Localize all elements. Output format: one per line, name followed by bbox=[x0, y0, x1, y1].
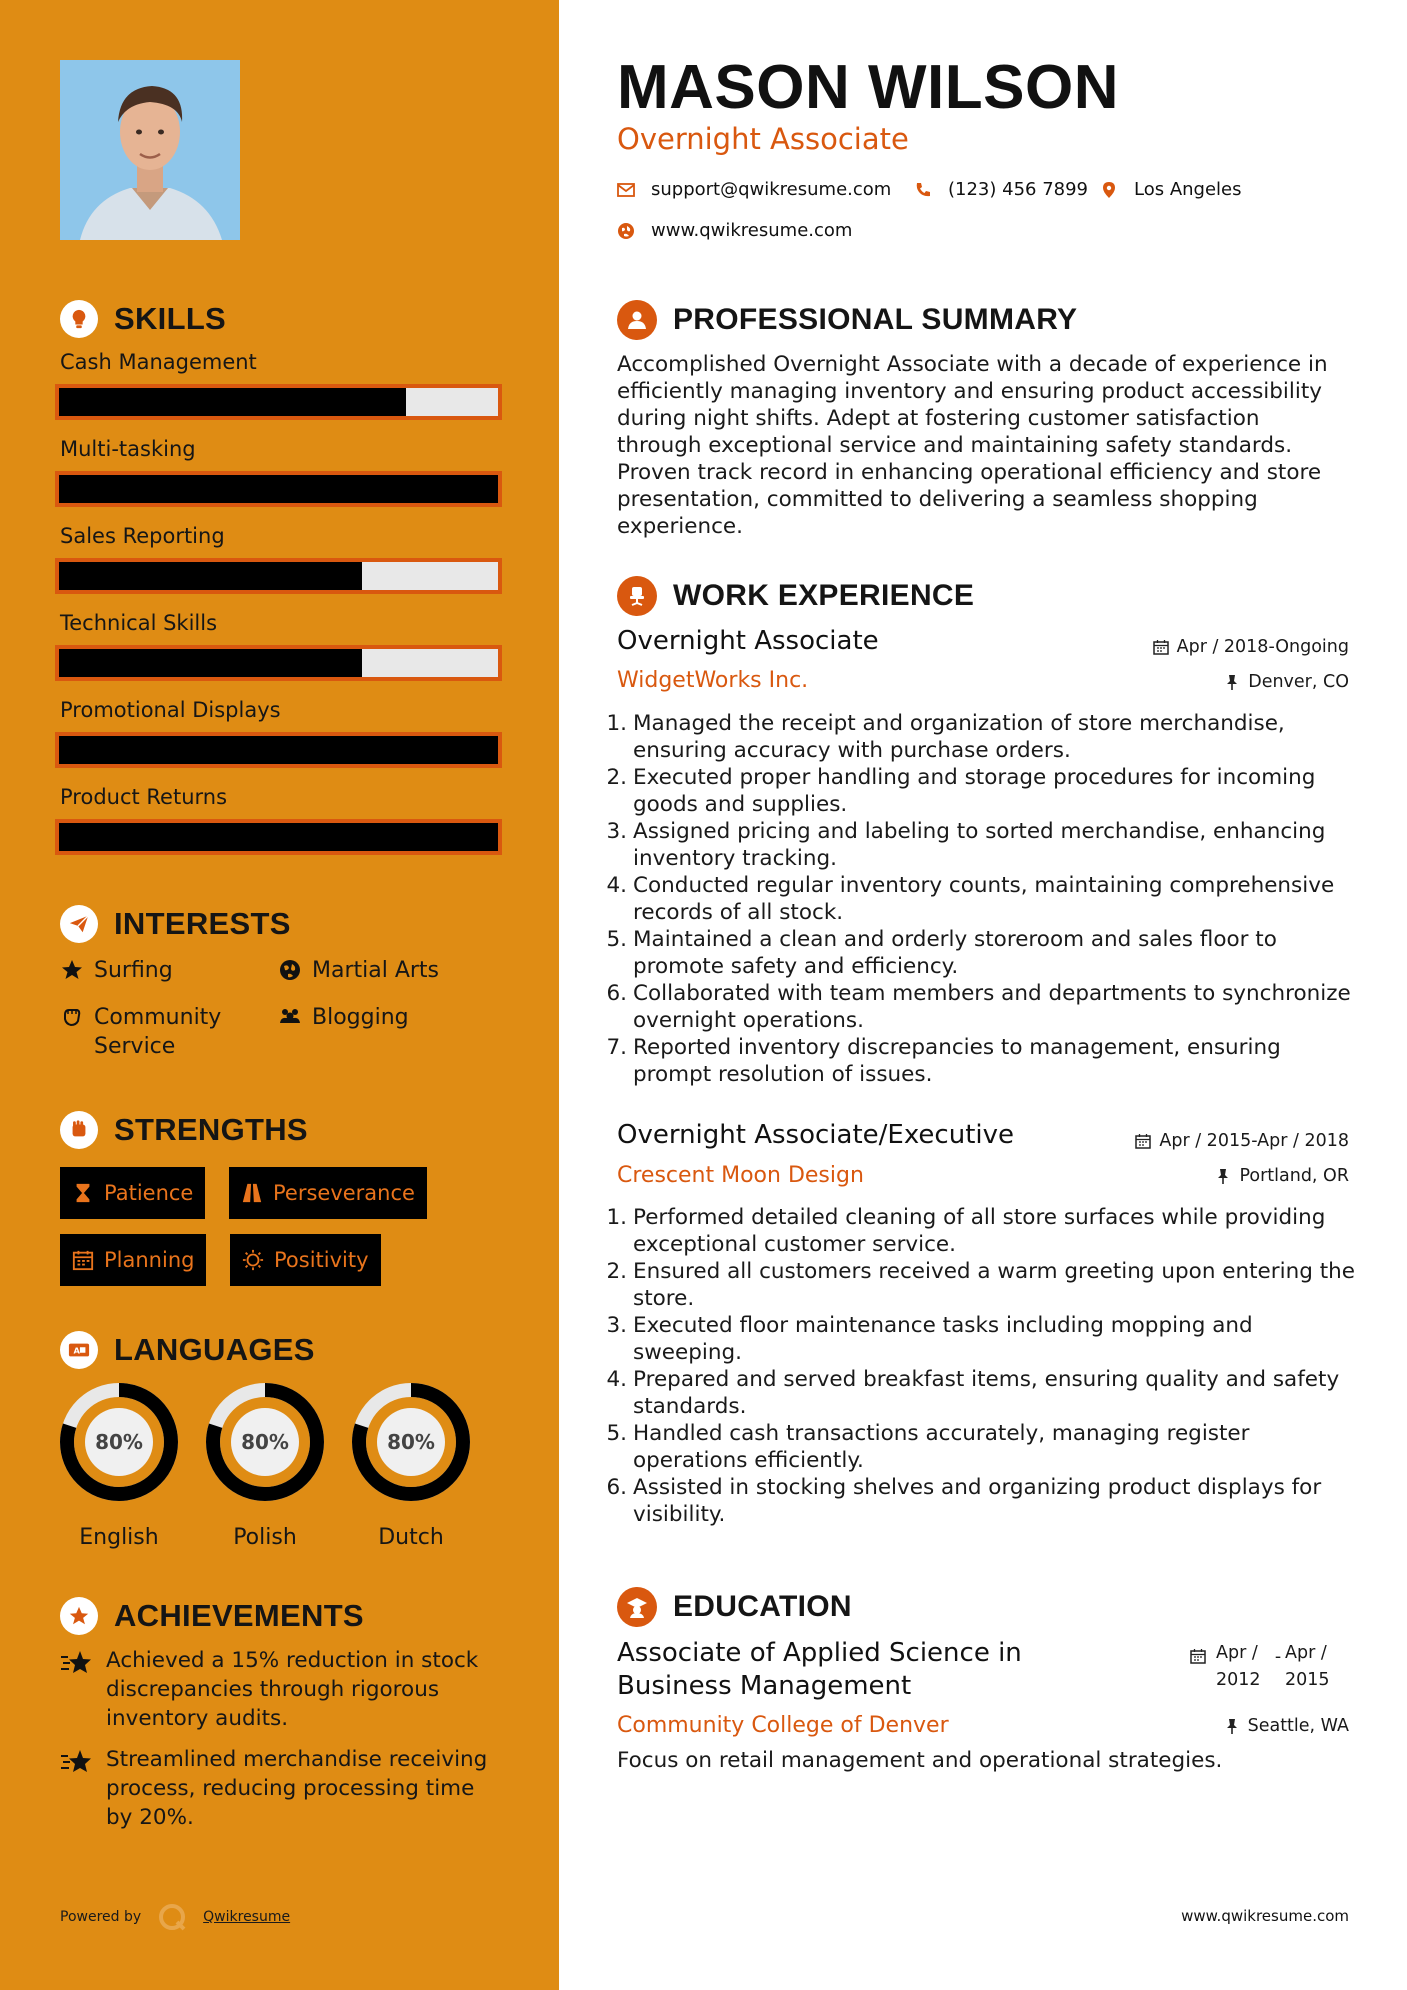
duty-item: 1. Performed detailed cleaning of all store surfaces while providing exceptional customer service. bbox=[617, 1204, 1357, 1258]
language-percent: 80% bbox=[241, 1430, 289, 1454]
phone-text: (123) 456 7899 bbox=[948, 179, 1089, 200]
candidate-title: Overnight Associate bbox=[617, 122, 909, 156]
skills-title: SKILLS bbox=[114, 301, 227, 336]
skill-bar bbox=[55, 558, 502, 594]
calendar-icon bbox=[1135, 1133, 1151, 1149]
skill-bar bbox=[55, 384, 502, 420]
skills-heading bbox=[60, 300, 226, 338]
star-badge-icon bbox=[60, 1597, 98, 1635]
language-icon bbox=[60, 1331, 98, 1369]
achievement-text: Streamlined merchandise receiving process, reducing processing time by 20%. bbox=[106, 1747, 488, 1830]
duty-text: Handled cash transactions accurately, managing register operations efficiently. bbox=[633, 1421, 1250, 1473]
skill-bar-fill bbox=[59, 823, 498, 851]
skill-bar-fill bbox=[59, 562, 362, 590]
language-ring bbox=[350, 1381, 472, 1503]
duty-item: 6. Collaborated with team members and departments to synchronize overnight operations. bbox=[617, 980, 1357, 1034]
job-dates-text: Apr / 2015-Apr / 2018 bbox=[1159, 1131, 1349, 1151]
duty-item: 4. Prepared and served breakfast items, ensuring quality and safety standards. bbox=[617, 1366, 1357, 1420]
experience-title: WORK EXPERIENCE bbox=[673, 579, 975, 612]
education-dates bbox=[1190, 1640, 1340, 1694]
job-location bbox=[1224, 672, 1349, 692]
interests-title: INTERESTS bbox=[114, 906, 291, 941]
education-end bbox=[1285, 1640, 1340, 1694]
globe-icon bbox=[278, 958, 302, 982]
sidebar bbox=[0, 0, 559, 1990]
calendar-icon bbox=[1153, 639, 1169, 655]
qwikresume-link[interactable]: Qwikresume bbox=[203, 1909, 291, 1925]
education-location bbox=[1224, 1716, 1349, 1736]
candidate-name: MASON WILSON bbox=[617, 53, 1119, 122]
duty-item: 2. Ensured all customers received a warm greeting upon entering the store. bbox=[606, 1259, 1355, 1311]
users-icon bbox=[278, 1005, 302, 1029]
calendar-icon bbox=[72, 1249, 94, 1271]
office-chair-icon bbox=[617, 576, 657, 616]
duty-item: 5. Maintained a clean and orderly storeroom and sales floor to promote safety and efficiency. bbox=[617, 926, 1357, 980]
lightbulb-icon bbox=[60, 300, 98, 338]
duty-text: Collaborated with team members and departments to synchronize overnight operations. bbox=[633, 981, 1351, 1033]
skill-bar-fill bbox=[59, 736, 498, 764]
hourglass-icon bbox=[72, 1182, 94, 1204]
strength-label: Positivity bbox=[274, 1248, 369, 1272]
job-location-text: Denver, CO bbox=[1248, 672, 1349, 692]
interest-label: Community Service bbox=[94, 1005, 222, 1059]
profile-photo bbox=[60, 60, 240, 240]
experience-heading bbox=[617, 576, 974, 616]
shooting-star-icon bbox=[60, 1747, 94, 1777]
duty-item: 2. Executed proper handling and storage procedures for incoming goods and supplies. bbox=[617, 764, 1357, 818]
contact-location bbox=[1100, 179, 1242, 200]
star-icon bbox=[60, 958, 84, 982]
achievement-text: Achieved a 15% reduction in stock discrepancies through rigorous inventory audits. bbox=[106, 1648, 479, 1731]
education-description: Focus on retail management and operational strategies. bbox=[617, 1748, 1223, 1773]
interests-heading bbox=[60, 905, 291, 943]
job-duties bbox=[606, 1204, 1357, 1528]
contact-email[interactable] bbox=[617, 179, 891, 200]
skill-bar-fill bbox=[59, 475, 498, 503]
summary-text: Accomplished Overnight Associate with a decade of experience in efficiently managing inventory and ensuring product accessibility during night shifts. Adept at fostering customer satisfaction through exceptional service and maintaining safety standards. Proven track record in enhancing operational efficiency and store presentation, committed to delivering a seamless shopping experience. bbox=[617, 352, 1328, 539]
job-dates bbox=[1135, 1131, 1349, 1151]
user-icon bbox=[617, 300, 657, 340]
powered-by-label: Powered by bbox=[60, 1909, 142, 1925]
fist-icon bbox=[60, 1111, 98, 1149]
education-heading bbox=[617, 1587, 852, 1627]
graduate-icon bbox=[617, 1587, 657, 1627]
powered-by bbox=[60, 1902, 290, 1932]
skill-label: Sales Reporting bbox=[60, 524, 225, 548]
website-text: www.qwikresume.com bbox=[651, 220, 853, 241]
education-start bbox=[1216, 1640, 1271, 1694]
envelope-icon bbox=[617, 181, 635, 199]
language-name: Dutch bbox=[378, 1525, 444, 1550]
duty-text: Maintained a clean and orderly storeroom and sales floor to promote safety and efficiency. bbox=[633, 927, 1277, 979]
job-company: WidgetWorks Inc. bbox=[617, 668, 809, 693]
skill-bar-fill bbox=[59, 388, 406, 416]
phone-icon bbox=[914, 181, 932, 199]
interest-label: Blogging bbox=[312, 1005, 409, 1030]
contact-website[interactable] bbox=[617, 220, 852, 241]
language-item bbox=[350, 1381, 472, 1550]
language-item bbox=[204, 1381, 326, 1550]
duty-item: 5. Handled cash transactions accurately, managing register operations efficiently. bbox=[617, 1420, 1357, 1474]
strength-badge bbox=[230, 1234, 381, 1286]
education-end-year: 2015 bbox=[1285, 1670, 1330, 1690]
job-location bbox=[1215, 1166, 1349, 1186]
strength-badge bbox=[60, 1234, 206, 1286]
calendar-icon bbox=[1190, 1648, 1206, 1664]
strength-badge bbox=[60, 1167, 205, 1219]
job-dates-text: Apr / 2018-Ongoing bbox=[1176, 637, 1349, 657]
duty-item: 6. Assisted in stocking shelves and organizing product displays for visibility. bbox=[617, 1474, 1357, 1528]
languages-heading bbox=[60, 1331, 315, 1369]
education-school: Community College of Denver bbox=[617, 1713, 949, 1738]
education-location-text: Seattle, WA bbox=[1247, 1716, 1349, 1736]
interest-label: Surfing bbox=[94, 958, 173, 983]
paper-plane-icon bbox=[60, 905, 98, 943]
education-degree: Associate of Applied Science in Business Management bbox=[617, 1638, 1022, 1701]
strengths-heading bbox=[60, 1111, 308, 1149]
job-duties bbox=[606, 710, 1357, 1088]
education-start-month: Apr / bbox=[1216, 1643, 1258, 1663]
duty-text: Conducted regular inventory counts, maintaining comprehensive records of all stock. bbox=[633, 873, 1335, 925]
skill-bar bbox=[55, 819, 502, 855]
interest-item bbox=[278, 956, 439, 985]
interest-label: Martial Arts bbox=[312, 958, 440, 983]
duty-item: 7. Reported inventory discrepancies to management, ensuring prompt resolution of issues. bbox=[617, 1034, 1357, 1088]
education-title: EDUCATION bbox=[673, 1590, 852, 1623]
skill-bar bbox=[55, 732, 502, 768]
strengths-title: STRENGTHS bbox=[114, 1112, 308, 1147]
language-name: English bbox=[79, 1525, 159, 1550]
summary-heading bbox=[617, 300, 1077, 340]
strength-badge bbox=[229, 1167, 427, 1219]
hand-icon bbox=[60, 1005, 84, 1029]
duty-item: 1. Managed the receipt and organization of store merchandise, ensuring accuracy with purchase orders. bbox=[617, 710, 1357, 764]
interest-item bbox=[60, 1003, 260, 1061]
road-icon bbox=[241, 1182, 263, 1204]
achievement-item bbox=[60, 1646, 500, 1733]
interest-item bbox=[60, 956, 173, 985]
pushpin-icon bbox=[1224, 674, 1240, 690]
job-role: Overnight Associate bbox=[617, 626, 879, 656]
strength-label: Planning bbox=[104, 1248, 195, 1272]
languages-title: LANGUAGES bbox=[114, 1332, 315, 1367]
duty-text: Assisted in stocking shelves and organizing product displays for visibility. bbox=[633, 1475, 1322, 1527]
pushpin-icon bbox=[1224, 1718, 1240, 1734]
skill-label: Cash Management bbox=[60, 350, 257, 374]
job-dates bbox=[1153, 637, 1349, 657]
duty-text: Prepared and served breakfast items, ensuring quality and safety standards. bbox=[633, 1367, 1340, 1419]
skill-label: Promotional Displays bbox=[60, 698, 281, 722]
skill-label: Multi-tasking bbox=[60, 437, 196, 461]
achievements-title: ACHIEVEMENTS bbox=[114, 1598, 364, 1633]
qwikresume-logo-icon bbox=[157, 1902, 187, 1932]
duty-item: 3. Assigned pricing and labeling to sorted merchandise, enhancing inventory tracking. bbox=[617, 818, 1357, 872]
job-role: Overnight Associate/Executive bbox=[617, 1120, 1014, 1150]
duty-text: Reported inventory discrepancies to management, ensuring prompt resolution of issues. bbox=[633, 1035, 1281, 1087]
email-text: support@qwikresume.com bbox=[651, 179, 892, 200]
map-pin-icon bbox=[1100, 181, 1118, 199]
language-ring bbox=[204, 1381, 326, 1503]
duty-text: Executed proper handling and storage procedures for incoming goods and supplies. bbox=[633, 765, 1316, 817]
language-name: Polish bbox=[233, 1525, 297, 1550]
globe-icon bbox=[617, 222, 635, 240]
skill-label: Product Returns bbox=[60, 785, 228, 809]
contact-phone[interactable] bbox=[914, 179, 1088, 200]
skill-bar bbox=[55, 471, 502, 507]
duty-item: 3. Executed floor maintenance tasks including mopping and sweeping. bbox=[617, 1312, 1357, 1366]
achievements-heading bbox=[60, 1597, 364, 1635]
skill-bar-fill bbox=[59, 649, 362, 677]
strength-label: Perseverance bbox=[273, 1181, 415, 1205]
language-ring bbox=[58, 1381, 180, 1503]
achievement-item bbox=[60, 1745, 500, 1832]
duty-text: Managed the receipt and organization of store merchandise, ensuring accuracy with purchase orders. bbox=[633, 711, 1285, 763]
footer-url[interactable]: www.qwikresume.com bbox=[1181, 1907, 1349, 1925]
svg-text:A: A bbox=[73, 1345, 80, 1356]
education-end-month: Apr / bbox=[1285, 1643, 1327, 1663]
language-percent: 80% bbox=[387, 1430, 435, 1454]
skill-bar bbox=[55, 645, 502, 681]
job-location-text: Portland, OR bbox=[1239, 1166, 1349, 1186]
language-item bbox=[58, 1381, 180, 1550]
strength-label: Patience bbox=[104, 1181, 194, 1205]
shooting-star-icon bbox=[60, 1648, 94, 1678]
skill-label: Technical Skills bbox=[60, 611, 218, 635]
education-date-separator: - bbox=[1274, 1647, 1282, 1667]
duty-text: Ensured all customers received a warm greeting upon entering the store. bbox=[633, 1259, 1355, 1311]
language-percent: 80% bbox=[95, 1430, 143, 1454]
sun-icon bbox=[242, 1249, 264, 1271]
job-company: Crescent Moon Design bbox=[617, 1163, 864, 1188]
pushpin-icon bbox=[1215, 1168, 1231, 1184]
duty-item: 4. Conducted regular inventory counts, maintaining comprehensive records of all stock. bbox=[617, 872, 1357, 926]
interest-item bbox=[278, 1003, 409, 1032]
education-start-year: 2012 bbox=[1216, 1670, 1261, 1690]
duty-text: Executed floor maintenance tasks including mopping and sweeping. bbox=[633, 1313, 1253, 1365]
summary-title: PROFESSIONAL SUMMARY bbox=[673, 303, 1078, 336]
location-text: Los Angeles bbox=[1134, 179, 1242, 200]
duty-text: Assigned pricing and labeling to sorted merchandise, enhancing inventory tracking. bbox=[633, 819, 1326, 871]
duty-text: Performed detailed cleaning of all store surfaces while providing exceptional customer service. bbox=[633, 1205, 1326, 1257]
